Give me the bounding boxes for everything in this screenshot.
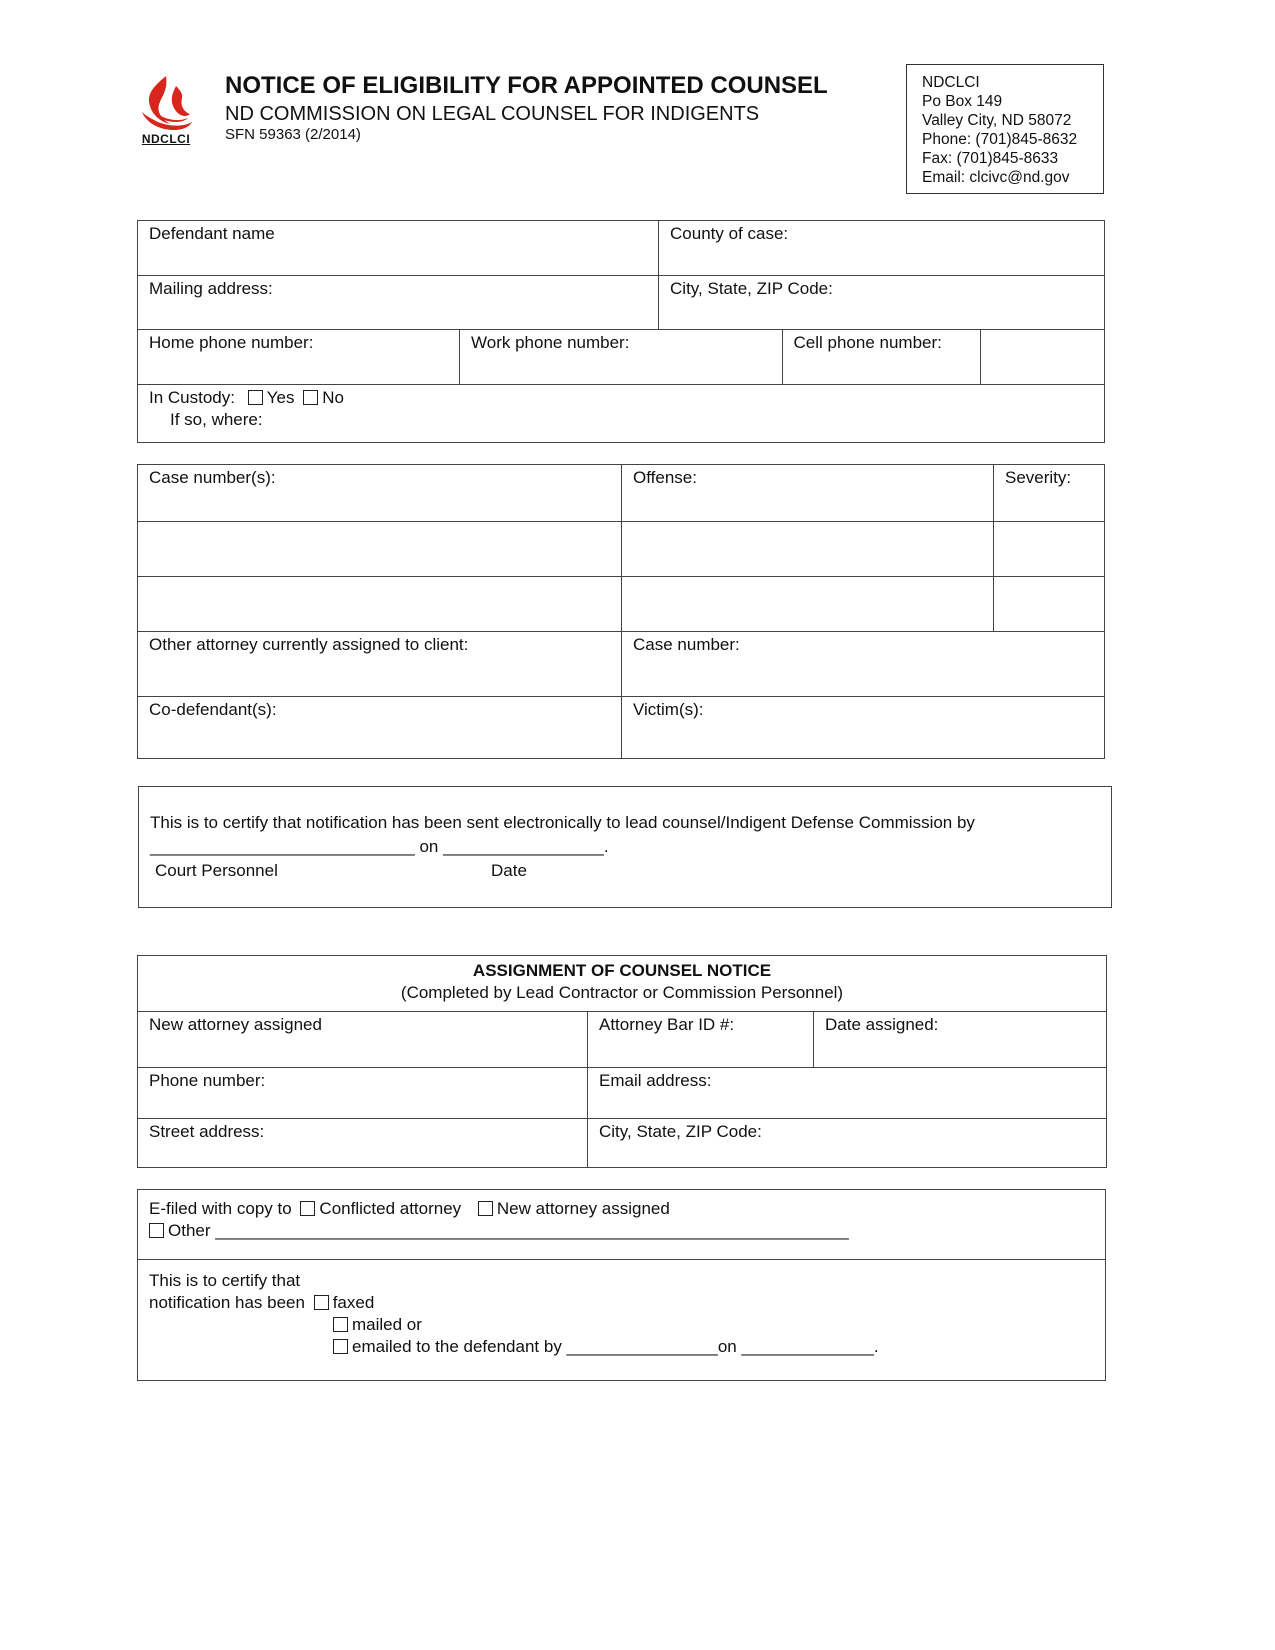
court-certify-text: This is to certify that notification has been sent electronically to lead counsel/Indigent Defense Commission by (150, 813, 975, 832)
conflicted-attorney-checkbox[interactable] (300, 1201, 315, 1216)
attorney-phone-field[interactable] (138, 1068, 588, 1119)
address-city: Valley City, ND 58072 (922, 112, 1072, 129)
attorney-phone-label: Phone number: (149, 1071, 266, 1090)
defendant-table (137, 220, 1105, 443)
case-number-row-2[interactable] (138, 522, 622, 577)
court-personnel-blank[interactable]: ____________________________ (150, 837, 415, 856)
date-assigned-field[interactable] (814, 1012, 1107, 1068)
offense-row-2[interactable] (622, 522, 994, 577)
emailed-date-blank[interactable]: ______________. (741, 1337, 879, 1356)
court-on-text: on (414, 837, 444, 856)
page-title: NOTICE OF ELIGIBILITY FOR APPOINTED COUNSEL (225, 72, 828, 99)
other-blank[interactable]: ___________________________________________________________________ (215, 1221, 849, 1240)
new-attorney-checkbox-label: New attorney assigned (496, 1199, 670, 1218)
efiled-prefix: E-filed with copy to (149, 1199, 292, 1218)
address-box (906, 64, 1104, 194)
bar-id-field[interactable] (588, 1012, 814, 1068)
defendant-certify-line1: This is to certify that (149, 1271, 301, 1290)
other-case-number-field[interactable] (622, 632, 1105, 697)
work-phone-label: Work phone number: (471, 333, 630, 352)
faxed-checkbox[interactable] (314, 1295, 329, 1310)
defendant-certify-field (138, 1260, 1106, 1381)
offense-field[interactable] (622, 465, 994, 522)
severity-field[interactable] (994, 465, 1105, 522)
attorney-city-field[interactable] (588, 1119, 1107, 1168)
defendant-name-label: Defendant name (149, 224, 275, 243)
custody-no-label: No (322, 388, 344, 407)
assignment-subheading: (Completed by Lead Contractor or Commission Personnel) (400, 983, 844, 1002)
other-checkbox[interactable] (149, 1223, 164, 1238)
work-phone-cell[interactable] (460, 330, 782, 384)
codefendants-field[interactable] (138, 697, 622, 759)
attorney-email-field[interactable] (588, 1068, 1107, 1119)
severity-label: Severity: (1005, 468, 1072, 487)
emailed-on-text: on (717, 1337, 737, 1356)
new-attorney-checkbox[interactable] (478, 1201, 493, 1216)
defendant-name-field[interactable] (138, 221, 659, 276)
attorney-city-label: City, State, ZIP Code: (599, 1122, 762, 1141)
victims-label: Victim(s): (633, 700, 704, 719)
form-number: SFN 59363 (2/2014) (225, 126, 361, 143)
emailed-checkbox[interactable] (333, 1339, 348, 1354)
attorney-street-field[interactable] (138, 1119, 588, 1168)
bar-id-label: Attorney Bar ID #: (599, 1015, 735, 1034)
address-org: NDCLCI (922, 74, 980, 91)
address-phone: Phone: (701)845-8632 (922, 131, 1078, 148)
custody-label: In Custody: (149, 388, 235, 407)
mailed-label: mailed or (352, 1315, 422, 1334)
emailed-label: emailed to the defendant by (352, 1337, 562, 1356)
other-attorney-field[interactable] (138, 632, 622, 697)
offense-label: Offense: (633, 468, 697, 487)
cell-phone-label: Cell phone number: (793, 333, 942, 352)
defendant-certify-line2: notification has been (149, 1293, 305, 1312)
address-email: Email: clcivc@nd.gov (922, 169, 1070, 186)
efiled-field (138, 1190, 1106, 1260)
logo-text: NDCLCI (141, 132, 191, 146)
new-attorney-field[interactable] (138, 1012, 588, 1068)
custody-where-field[interactable] (149, 409, 1093, 431)
custody-yes-checkbox[interactable] (248, 390, 263, 405)
efiled-table (137, 1189, 1106, 1381)
custody-yes-label: Yes (266, 388, 295, 407)
court-certification-box (138, 786, 1112, 908)
codefendants-label: Co-defendant(s): (149, 700, 277, 719)
emailed-by-blank[interactable]: ________________ (566, 1337, 718, 1356)
mailed-checkbox[interactable] (333, 1317, 348, 1332)
custody-where-label: If so, where: (170, 410, 263, 429)
mailing-address-field[interactable] (138, 276, 659, 330)
address-fax: Fax: (701)845-8633 (922, 150, 1059, 167)
other-case-number-label: Case number: (633, 635, 740, 654)
other-label: Other (168, 1221, 211, 1240)
attorney-email-label: Email address: (599, 1071, 712, 1090)
new-attorney-label: New attorney assigned (149, 1015, 322, 1034)
victims-field[interactable] (622, 697, 1105, 759)
address-po-box: Po Box 149 (922, 93, 1003, 110)
conflicted-attorney-label: Conflicted attorney (319, 1199, 462, 1218)
county-label: County of case: (670, 224, 789, 243)
flame-logo-icon (136, 72, 196, 132)
case-table (137, 464, 1105, 759)
assignment-table (137, 955, 1107, 1168)
case-numbers-label: Case number(s): (149, 468, 276, 487)
county-field[interactable] (659, 221, 1105, 276)
court-certify-blanks (150, 837, 609, 857)
home-phone-label: Home phone number: (149, 333, 314, 352)
court-personnel-label: Court Personnel (155, 861, 278, 880)
severity-row-3[interactable] (994, 577, 1105, 632)
home-phone-field[interactable] (138, 330, 460, 385)
assignment-heading: ASSIGNMENT OF COUNSEL NOTICE (472, 961, 772, 980)
page-subtitle: ND COMMISSION ON LEGAL COUNSEL FOR INDIGENTS (225, 103, 760, 125)
case-numbers-field[interactable] (138, 465, 622, 522)
case-number-row-3[interactable] (138, 577, 622, 632)
assignment-header (138, 956, 1107, 1012)
faxed-label: faxed (332, 1293, 375, 1312)
custody-no-checkbox[interactable] (303, 390, 318, 405)
other-attorney-label: Other attorney currently assigned to client: (149, 635, 469, 654)
severity-row-2[interactable] (994, 522, 1105, 577)
court-date-blank[interactable]: _________________. (443, 837, 609, 856)
ndclci-logo (136, 72, 196, 150)
court-date-label: Date (491, 861, 527, 880)
offense-row-3[interactable] (622, 577, 994, 632)
work-phone-field[interactable] (460, 330, 981, 385)
custody-field (138, 385, 1105, 443)
cell-phone-cell[interactable] (782, 330, 980, 384)
cell-phone-extra (981, 330, 1105, 385)
attorney-street-label: Street address: (149, 1122, 265, 1141)
city-state-zip-field[interactable] (659, 276, 1105, 330)
city-state-zip-label: City, State, ZIP Code: (670, 279, 833, 298)
date-assigned-label: Date assigned: (825, 1015, 939, 1034)
mailing-address-label: Mailing address: (149, 279, 273, 298)
